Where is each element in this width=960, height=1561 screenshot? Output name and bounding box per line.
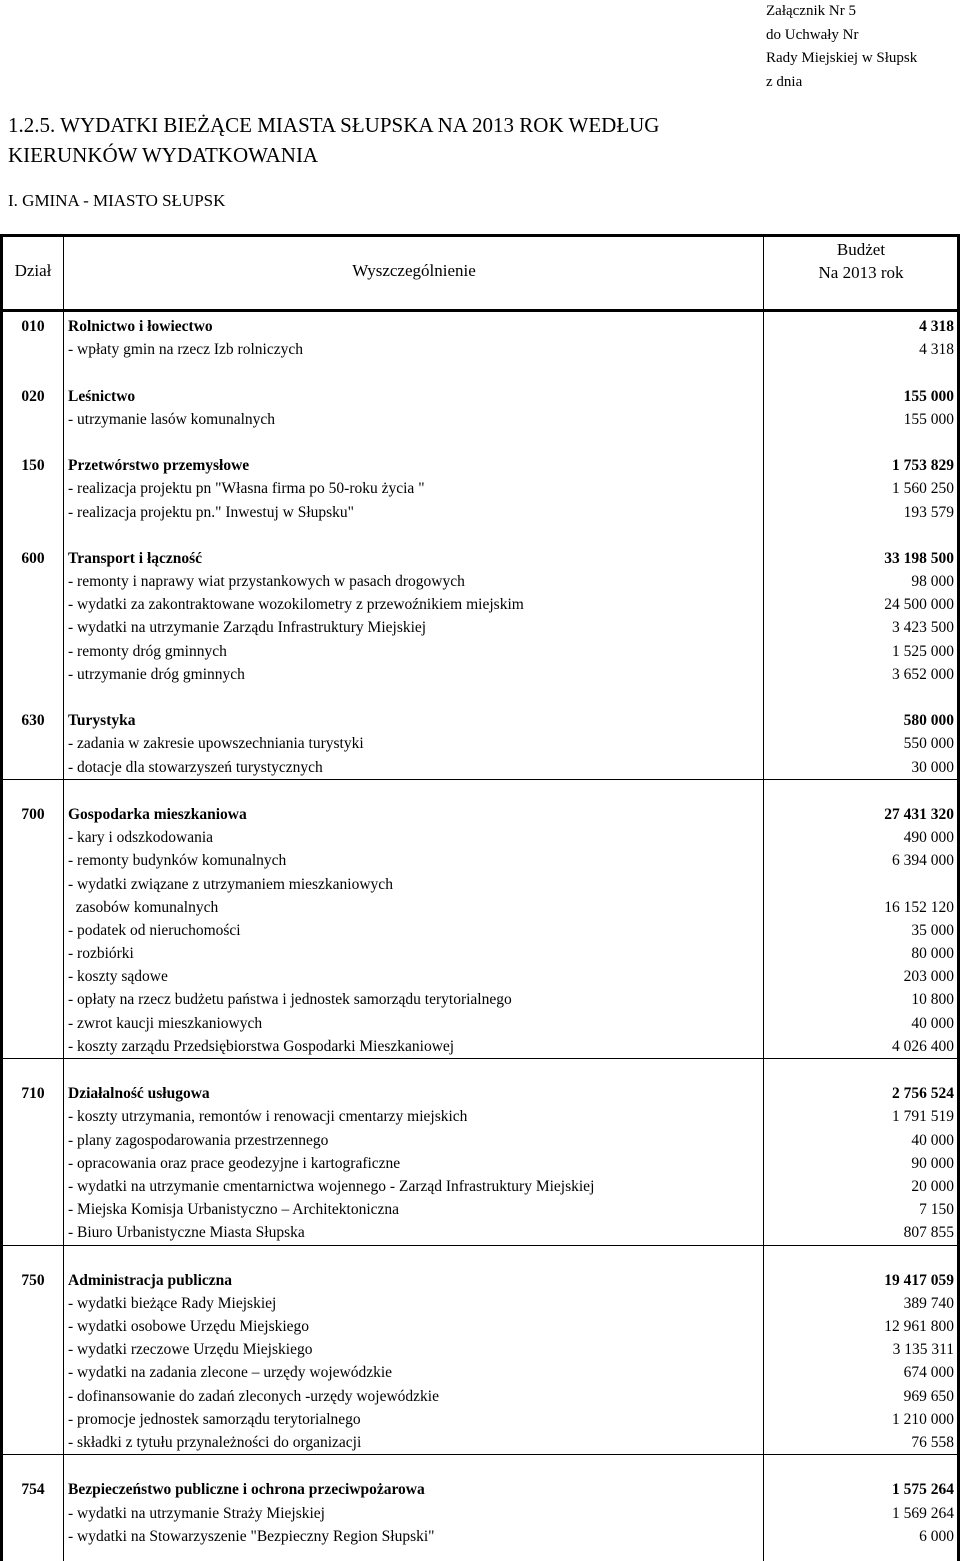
table-row xyxy=(3,732,957,755)
section-gap xyxy=(3,361,957,384)
section-gap xyxy=(3,780,957,803)
item-amount: 674 000 xyxy=(903,1364,954,1382)
section-head-row xyxy=(3,547,957,570)
section-head-row xyxy=(3,315,957,338)
budget-table xyxy=(0,234,960,1561)
section-700 xyxy=(3,779,957,1058)
item-label: - koszty utrzymania, remontów i renowacji cmentarzy miejskich xyxy=(68,1108,468,1126)
item-label: - plany zagospodarowania przestrzennego xyxy=(68,1131,329,1149)
section-gap xyxy=(3,1059,957,1082)
item-label: - wydatki związane z utrzymaniem mieszkaniowych xyxy=(68,875,393,893)
item-label: - wydatki na utrzymanie Zarządu Infrastruktury Miejskiej xyxy=(68,619,427,637)
annex-line-2: do Uchwały Nr xyxy=(766,26,859,43)
section-amount: 4 318 xyxy=(919,318,954,335)
table-row xyxy=(3,1315,957,1338)
item-amount: 3 652 000 xyxy=(892,665,954,683)
section-head-row xyxy=(3,1478,957,1501)
item-label: - wydatki na Stowarzyszenie "Bezpieczny Region Słupski" xyxy=(68,1527,435,1545)
item-amount: 4 318 xyxy=(919,341,954,359)
item-amount: 10 800 xyxy=(911,991,954,1009)
item-label: - remonty i naprawy wiat przystankowych w pasach drogowych xyxy=(68,573,465,591)
document-title xyxy=(8,110,659,170)
section-name: Leśnictwo xyxy=(68,387,136,405)
item-label: - remonty dróg gminnych xyxy=(68,642,227,660)
item-label: - wydatki rzeczowe Urzędu Miejskiego xyxy=(68,1341,313,1359)
table-row xyxy=(3,477,957,500)
section-code: 600 xyxy=(21,549,45,567)
section-amount: 19 417 059 xyxy=(884,1271,954,1289)
item-amount: 1 560 250 xyxy=(892,480,954,498)
section-head-row xyxy=(3,803,957,826)
table-row xyxy=(3,1221,957,1244)
section-code: 020 xyxy=(21,387,45,405)
section-name: Działalność usługowa xyxy=(68,1085,210,1103)
item-amount: 550 000 xyxy=(903,735,954,753)
section-code: 150 xyxy=(21,457,45,475)
header-budzet-line-1: Budżet xyxy=(836,240,886,259)
table-row xyxy=(3,919,957,942)
section-710 xyxy=(3,1058,957,1245)
item-label: - realizacja projektu pn "Własna firma po 50-roku życia " xyxy=(68,480,425,498)
item-label: - wydatki za zakontraktowane wozokilometry z przewoźnikiem miejskim xyxy=(68,596,524,614)
table-row xyxy=(3,942,957,965)
item-amount: 969 650 xyxy=(903,1387,954,1405)
table-row xyxy=(3,873,957,896)
item-amount: 16 152 120 xyxy=(884,898,954,916)
section-amount: 2 756 524 xyxy=(892,1085,954,1103)
item-label: - utrzymanie dróg gminnych xyxy=(68,665,245,683)
section-amount: 1 575 264 xyxy=(892,1481,954,1499)
section-010 xyxy=(3,315,957,361)
table-row xyxy=(3,988,957,1011)
table-row xyxy=(3,826,957,849)
table-row xyxy=(3,1198,957,1221)
section-code: 630 xyxy=(21,712,45,730)
table-row xyxy=(3,1431,957,1454)
document-title-line-2: KIERUNKÓW WYDATKOWANIA xyxy=(8,143,319,167)
item-label: - koszty sądowe xyxy=(68,968,168,986)
item-label: - utrzymanie lasów komunalnych xyxy=(68,410,276,428)
item-label: - dofinansowanie do zadań zleconych -urzędy wojewódzkie xyxy=(68,1387,439,1405)
table-row xyxy=(3,1105,957,1128)
annex-note xyxy=(766,0,917,94)
table-row xyxy=(3,1292,957,1315)
item-amount: 1 525 000 xyxy=(892,642,954,660)
section-gap xyxy=(3,1455,957,1478)
item-label: - wydatki na utrzymanie cmentarnictwa wojennego - Zarząd Infrastruktury Miejskiej xyxy=(68,1177,595,1195)
item-label: - rozbiórki xyxy=(68,945,134,963)
item-label: - wydatki osobowe Urzędu Miejskiego xyxy=(68,1318,310,1336)
section-head-row xyxy=(3,454,957,477)
item-amount: 12 961 800 xyxy=(884,1318,954,1336)
item-label: - opłaty na rzecz budżetu państwa i jednostek samorządu terytorialnego xyxy=(68,991,512,1009)
item-label: - promocje jednostek samorządu terytorialnego xyxy=(68,1410,361,1428)
section-150 xyxy=(3,454,957,524)
section-name: Transport i łączność xyxy=(68,549,203,567)
item-amount: 6 000 xyxy=(919,1527,954,1545)
item-amount: 20 000 xyxy=(911,1177,954,1195)
table-row xyxy=(3,408,957,431)
header-dzial: Dział xyxy=(14,261,52,280)
section-code: 700 xyxy=(21,805,45,823)
section-amount: 1 753 829 xyxy=(892,457,954,475)
table-body xyxy=(3,315,957,1548)
item-amount: 80 000 xyxy=(911,945,954,963)
item-amount: 3 423 500 xyxy=(892,619,954,637)
table-row xyxy=(3,1035,957,1058)
item-label: - remonty budynków komunalnych xyxy=(68,852,287,870)
table-row xyxy=(3,1361,957,1384)
section-name: Administracja publiczna xyxy=(68,1271,233,1289)
section-gap xyxy=(3,431,957,454)
item-label: - opracowania oraz prace geodezyjne i kartograficzne xyxy=(68,1154,401,1172)
section-name: Bezpieczeństwo publiczne i ochrona przeciwpożarowa xyxy=(68,1481,425,1499)
item-amount: 389 740 xyxy=(903,1294,954,1312)
section-code: 010 xyxy=(21,318,45,335)
section-name: Turystyka xyxy=(68,712,136,730)
document-title-line-1: 1.2.5. WYDATKI BIEŻĄCE MIASTA SŁUPSKA NA 2013 ROK WEDŁUG xyxy=(8,113,660,137)
header-budzet-line-2: Na 2013 rok xyxy=(818,263,904,282)
item-label: - wpłaty gmin na rzecz Izb rolniczych xyxy=(68,341,303,359)
item-amount: 155 000 xyxy=(903,410,954,428)
item-amount: 1 791 519 xyxy=(892,1108,954,1126)
item-amount: 6 394 000 xyxy=(892,852,954,870)
section-code: 710 xyxy=(21,1085,45,1103)
item-label: - wydatki na utrzymanie Straży Miejskiej xyxy=(68,1504,325,1522)
table-row xyxy=(3,570,957,593)
section-630 xyxy=(3,709,957,779)
table-row xyxy=(3,663,957,686)
table-row xyxy=(3,849,957,872)
section-750 xyxy=(3,1245,957,1455)
annex-line-4: z dnia xyxy=(766,73,803,90)
item-label: zasobów komunalnych xyxy=(68,898,219,916)
section-gap xyxy=(3,524,957,547)
item-label: - kary i odszkodowania xyxy=(68,829,214,847)
annex-line-3: Rady Miejskiej w Słupsk xyxy=(766,50,918,66)
item-label: - dotacje dla stowarzyszeń turystycznych xyxy=(68,758,323,776)
annex-line-1: Załącznik Nr 5 xyxy=(766,3,856,19)
item-label: - zadania w zakresie upowszechniania turystyki xyxy=(68,735,364,753)
section-head-row xyxy=(3,385,957,408)
table-row xyxy=(3,1175,957,1198)
section-code: 750 xyxy=(21,1271,45,1289)
table-row xyxy=(3,896,957,919)
item-amount: 1 210 000 xyxy=(892,1410,954,1428)
item-label: - Miejska Komisja Urbanistyczno – Architektoniczna xyxy=(68,1201,400,1219)
item-label: - wydatki bieżące Rady Miejskiej xyxy=(68,1294,277,1312)
item-amount: 807 855 xyxy=(903,1224,954,1242)
table-row xyxy=(3,593,957,616)
table-row xyxy=(3,1502,957,1525)
table-row xyxy=(3,501,957,524)
section-020 xyxy=(3,385,957,431)
item-label: - podatek od nieruchomości xyxy=(68,921,241,939)
section-gap xyxy=(3,686,957,709)
section-name: Rolnictwo i łowiectwo xyxy=(68,318,213,335)
item-amount: 30 000 xyxy=(911,758,954,776)
section-head-row xyxy=(3,709,957,732)
document-subtitle: I. GMINA - MIASTO SŁUPSK xyxy=(8,191,226,210)
section-name: Gospodarka mieszkaniowa xyxy=(68,805,247,823)
section-amount: 27 431 320 xyxy=(884,805,954,823)
header-wyszczegolnienie: Wyszczególnienie xyxy=(352,261,476,280)
item-amount: 40 000 xyxy=(911,1014,954,1032)
section-amount: 155 000 xyxy=(903,387,954,405)
section-600 xyxy=(3,547,957,686)
table-row xyxy=(3,1129,957,1152)
item-amount: 203 000 xyxy=(903,968,954,986)
table-row xyxy=(3,1408,957,1431)
item-amount: 3 135 311 xyxy=(892,1341,954,1359)
item-label: - realizacja projektu pn." Inwestuj w Słupsku" xyxy=(68,503,354,521)
item-amount: 98 000 xyxy=(911,573,954,591)
item-amount: 1 569 264 xyxy=(892,1504,954,1522)
section-gap xyxy=(3,1246,957,1269)
item-label: - koszty zarządu Przedsiębiorstwa Gospodarki Mieszkaniowej xyxy=(68,1037,455,1055)
item-amount: 490 000 xyxy=(903,829,954,847)
table-header xyxy=(3,237,957,312)
item-amount: 193 579 xyxy=(903,503,954,521)
item-label: - zwrot kaucji mieszkaniowych xyxy=(68,1014,263,1032)
item-amount: 4 026 400 xyxy=(892,1037,954,1055)
header-budzet xyxy=(765,237,957,284)
item-label: - składki z tytułu przynależności do organizacji xyxy=(68,1434,362,1451)
section-name: Przetwórstwo przemysłowe xyxy=(68,457,250,475)
table-row xyxy=(3,1525,957,1548)
table-row xyxy=(3,1012,957,1035)
item-amount: 24 500 000 xyxy=(884,596,954,614)
table-row xyxy=(3,616,957,639)
item-amount: 7 150 xyxy=(919,1201,954,1219)
table-row xyxy=(3,965,957,988)
table-row xyxy=(3,338,957,361)
item-amount: 76 558 xyxy=(911,1434,954,1451)
item-amount: 40 000 xyxy=(911,1131,954,1149)
section-amount: 580 000 xyxy=(903,712,954,730)
item-label: - wydatki na zadania zlecone – urzędy wojewódzkie xyxy=(68,1364,393,1382)
table-row xyxy=(3,1385,957,1408)
section-head-row xyxy=(3,1269,957,1292)
table-row xyxy=(3,640,957,663)
item-amount: 90 000 xyxy=(911,1154,954,1172)
section-code: 754 xyxy=(21,1481,45,1499)
table-row xyxy=(3,1338,957,1361)
item-amount: 35 000 xyxy=(911,921,954,939)
table-row xyxy=(3,756,957,779)
item-label: - Biuro Urbanistyczne Miasta Słupska xyxy=(68,1224,305,1242)
table-row xyxy=(3,1152,957,1175)
section-754 xyxy=(3,1454,957,1548)
section-amount: 33 198 500 xyxy=(884,549,954,567)
section-head-row xyxy=(3,1082,957,1105)
